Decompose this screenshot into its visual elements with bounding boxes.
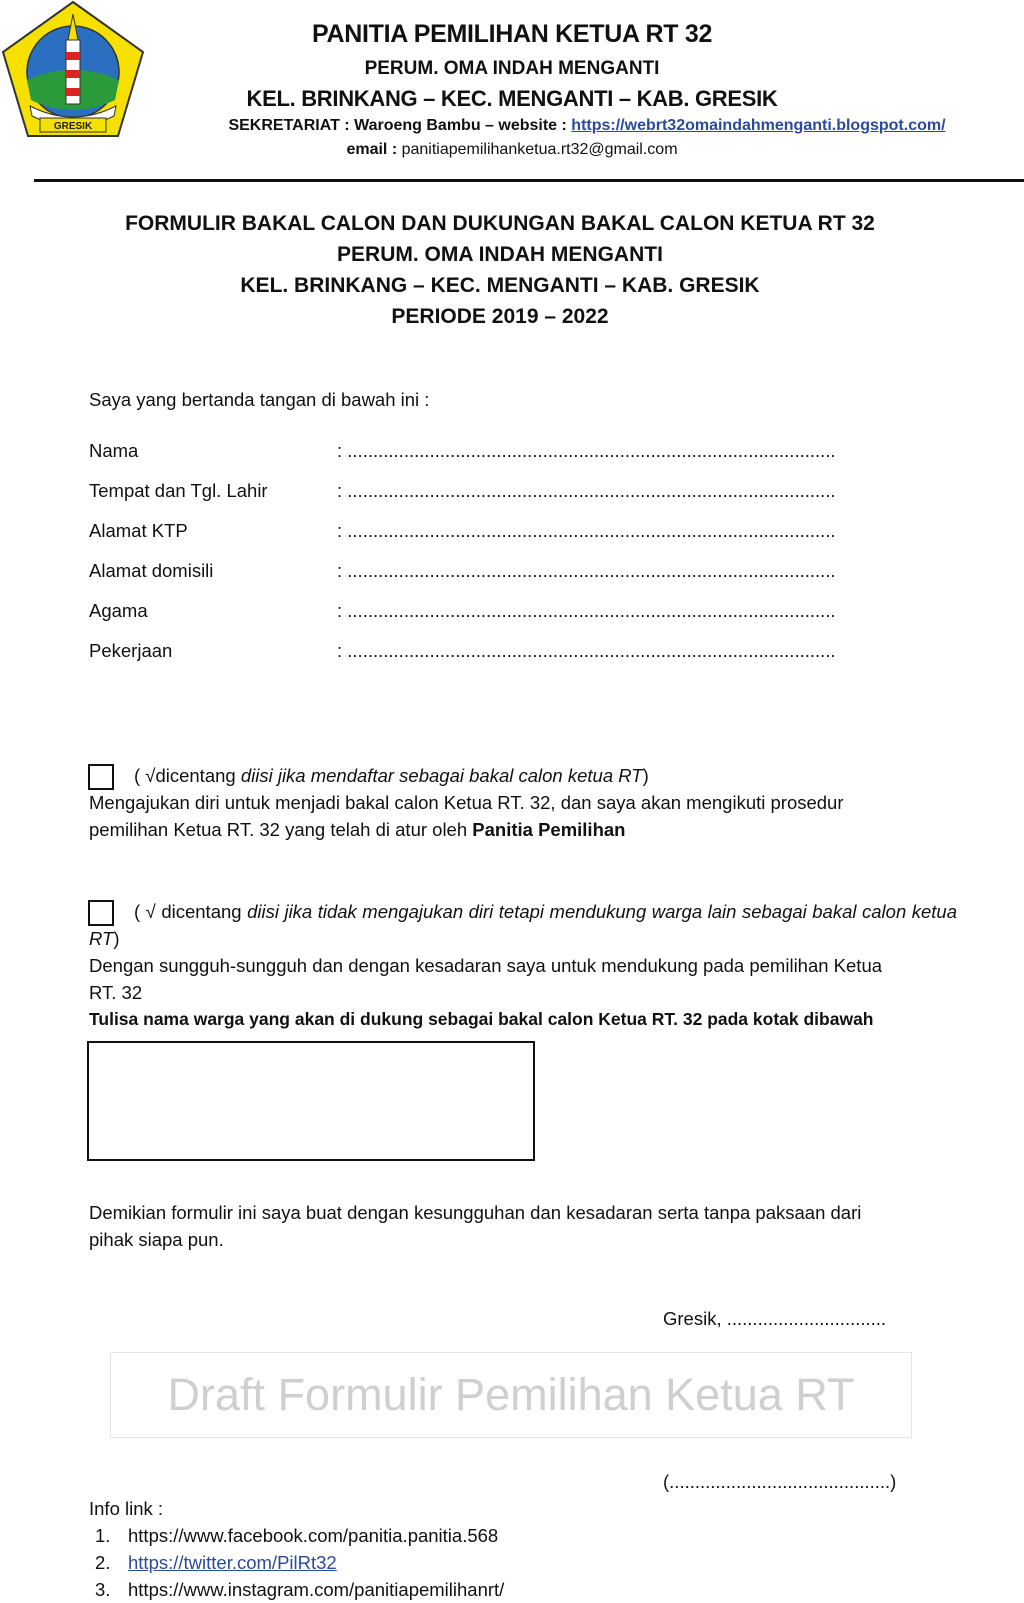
field-alamat-domisili[interactable]: [89, 560, 919, 586]
org-title: PANITIA PEMILIHAN KETUA RT 32: [311, 20, 713, 48]
email-address: panitiapemilihanketua.rt32@gmail.com: [401, 141, 678, 158]
form-title-4: PERIODE 2019 – 2022: [391, 305, 609, 328]
field-label: Alamat domisili: [89, 560, 214, 581]
option1-line2-text: pemilihan Ketua RT. 32 yang telah di atur oleh: [89, 819, 473, 840]
field-agama[interactable]: [89, 600, 919, 626]
field-value[interactable]: : ...............................................................................................: [337, 600, 836, 621]
org-subtitle: PERUM. OMA INDAH MENGANTI: [364, 58, 660, 79]
option2-italic2: calon ketua RT: [89, 901, 958, 949]
option1-italic: diisi jika mendaftar sebagai bakal calon ketua RT: [240, 765, 643, 786]
list-number: 3.: [95, 1579, 111, 1600]
option2-instruction: Tulisa nama warga yang akan di dukung sebagai bakal calon Ketua RT. 32 pada kotak dibawah: [89, 1009, 874, 1029]
option1-section: [89, 762, 957, 843]
field-label: Agama: [89, 600, 148, 621]
info-link-item: [95, 1576, 504, 1603]
closing-section: [89, 1199, 957, 1253]
field-pekerjaan[interactable]: [89, 640, 919, 666]
option2-suffix: ): [113, 928, 120, 949]
website-link[interactable]: https://webrt32omaindahmenganti.blogspot.com/: [571, 117, 946, 134]
option2-section: [89, 898, 957, 1033]
draft-watermark: Draft Formulir Pemilihan Ketua RT: [110, 1352, 912, 1438]
field-label: Alamat KTP: [89, 520, 188, 541]
option1-prefix: ( √dicentang: [134, 765, 241, 786]
facebook-link[interactable]: https://www.facebook.com/panitia.panitia.568: [128, 1525, 499, 1546]
field-nama[interactable]: [89, 440, 919, 466]
secretariat-line: [150, 117, 1024, 135]
option2-prefix: ( √ dicentang: [134, 901, 248, 922]
closing-line1: Demikian formulir ini saya buat dengan kesungguhan dan kesadaran serta tanpa paksaan dari: [89, 1202, 862, 1223]
option1-suffix: ): [642, 765, 649, 786]
option2-italic1: diisi jika tidak mengajukan diri tetapi mendukung warga lain sebagai bakal: [247, 901, 857, 922]
email-line: [0, 141, 1024, 159]
option1-heading: [89, 762, 957, 789]
option2-heading: [89, 898, 957, 952]
closing-line2: pihak siapa pun.: [89, 1229, 224, 1250]
field-value[interactable]: : ...............................................................................................: [337, 560, 836, 581]
support-checkbox[interactable]: [88, 900, 114, 926]
list-number: 1.: [95, 1525, 111, 1546]
option2-line2: RT. 32: [89, 982, 143, 1003]
field-alamat-ktp[interactable]: [89, 520, 919, 546]
list-number: 2.: [95, 1552, 111, 1573]
option2-line1: Dengan sungguh-sungguh dan dengan kesadaran saya untuk mendukung pada pemilihan Ketua: [89, 955, 883, 976]
form-title-1: FORMULIR BAKAL CALON DAN DUKUNGAN BAKAL CALON KETUA RT 32: [125, 212, 875, 235]
field-label: Tempat dan Tgl. Lahir: [89, 480, 268, 501]
field-tempat-tgl-lahir[interactable]: [89, 480, 919, 506]
svg-text:GRESIK: GRESIK: [53, 121, 93, 132]
info-label: Info link :: [89, 1498, 164, 1519]
org-address: KEL. BRINKANG – KEC. MENGANTI – KAB. GRESIK: [246, 86, 778, 111]
instagram-link[interactable]: https://www.instagram.com/panitiapemilihanrt/: [128, 1579, 505, 1600]
info-link-item: [95, 1522, 504, 1549]
email-label: email :: [346, 141, 402, 158]
field-value[interactable]: : ...............................................................................................: [337, 640, 836, 661]
twitter-link[interactable]: https://twitter.com/PilRt32: [128, 1552, 337, 1573]
option1-line1: Mengajukan diri untuk menjadi bakal calon Ketua RT. 32, dan saya akan mengikuti prosedur: [89, 792, 844, 813]
field-value[interactable]: : ...............................................................................................: [337, 440, 836, 461]
signature-name[interactable]: (...........................................): [663, 1471, 897, 1492]
place-date[interactable]: Gresik, ...............................: [663, 1308, 887, 1329]
form-body: [89, 762, 957, 1253]
field-label: Nama: [89, 440, 139, 461]
field-label: Pekerjaan: [89, 640, 173, 661]
supported-candidate-name-box[interactable]: [87, 1041, 535, 1161]
field-value[interactable]: : ...............................................................................................: [337, 520, 836, 541]
info-link-item: [95, 1549, 504, 1576]
form-title-2: PERUM. OMA INDAH MENGANTI: [337, 243, 663, 266]
form-title-3: KEL. BRINKANG – KEC. MENGANTI – KAB. GRESIK: [240, 274, 760, 297]
candidate-checkbox[interactable]: [88, 764, 114, 790]
option1-line2-bold: Panitia Pemilihan: [472, 819, 626, 840]
info-links: [95, 1522, 504, 1603]
field-value[interactable]: : ...............................................................................................: [337, 480, 836, 501]
header-divider: [34, 179, 1024, 182]
intro-text: Saya yang bertanda tangan di bawah ini :: [89, 389, 430, 410]
option1-line2: [89, 816, 957, 843]
secretariat-label: SEKRETARIAT : Waroeng Bambu – website :: [228, 117, 572, 134]
